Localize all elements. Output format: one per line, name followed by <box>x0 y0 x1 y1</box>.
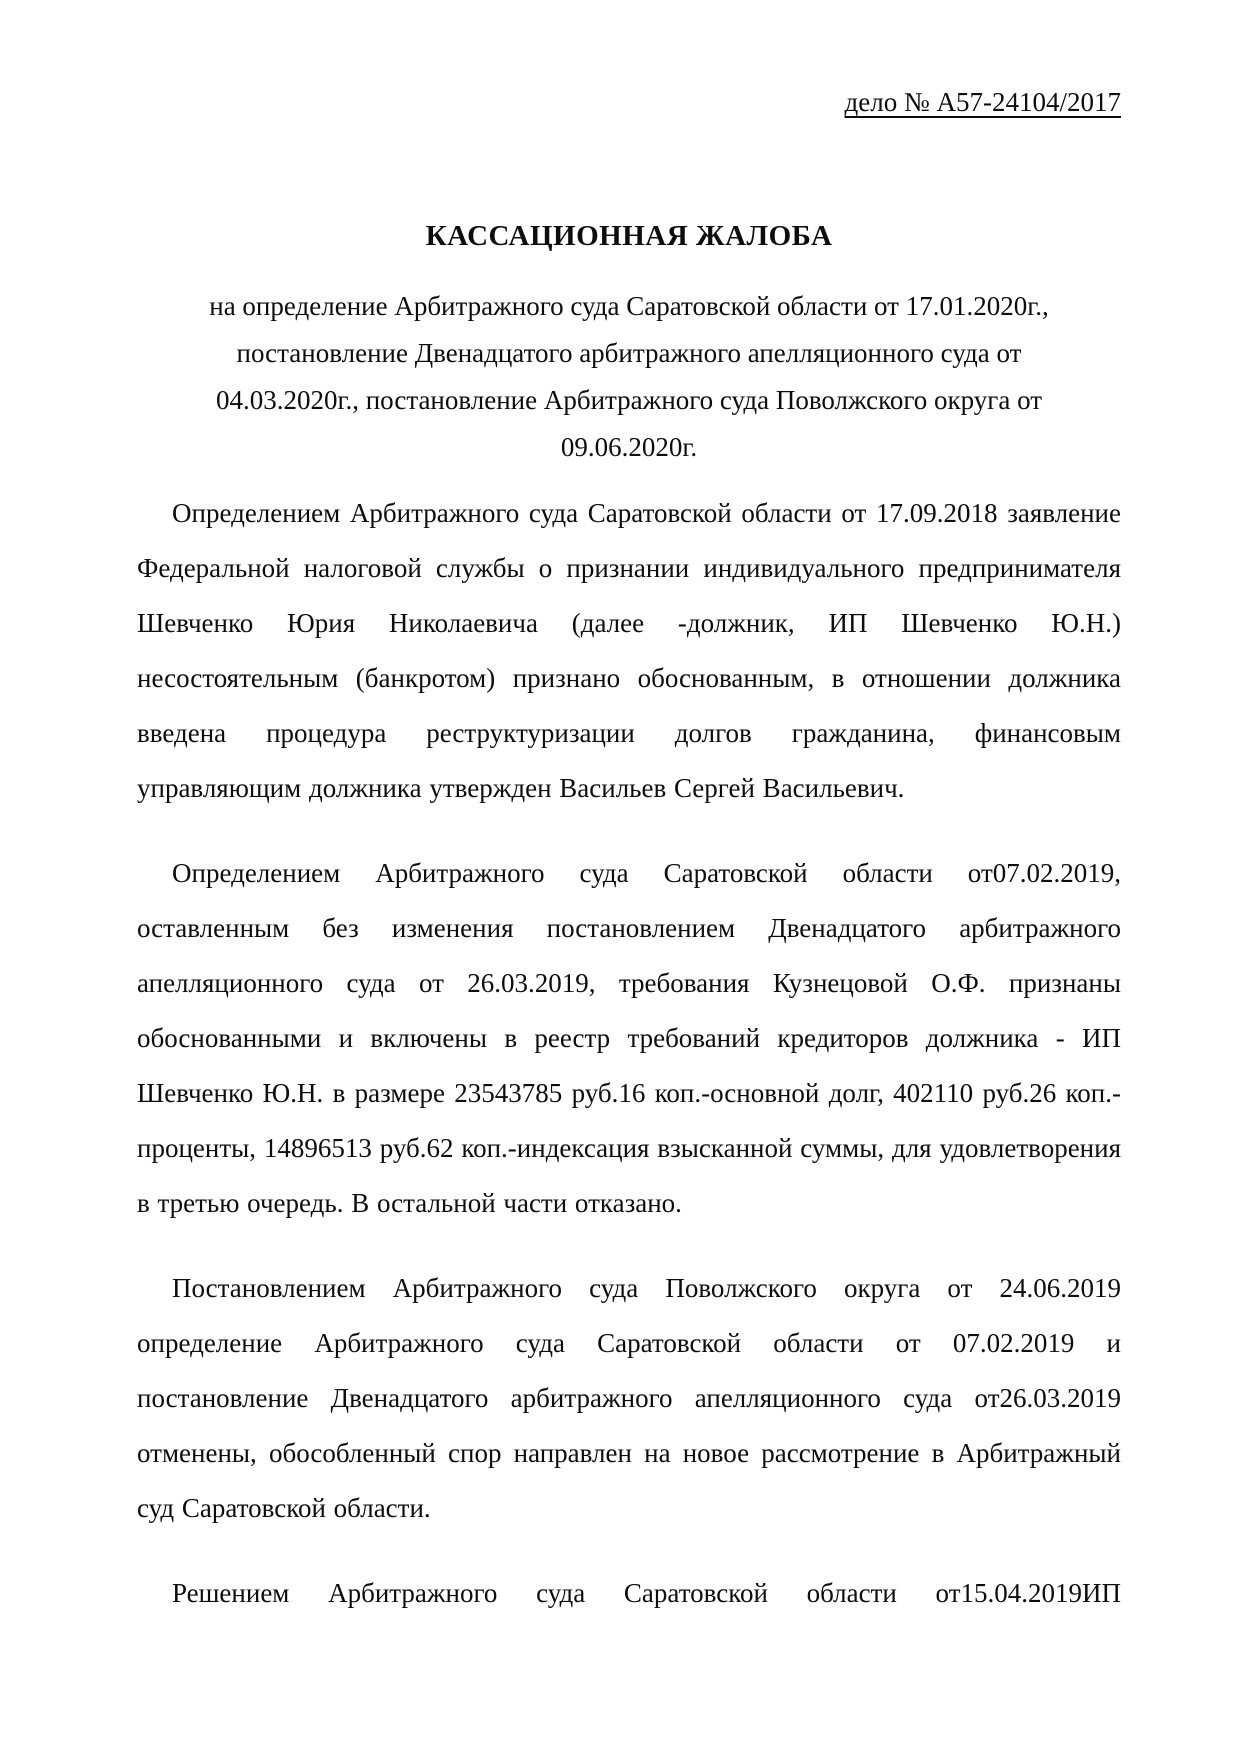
document-body <box>137 486 1121 1621</box>
subtitle-line: постановление Двенадцатого арбитражного апелляционного суда от <box>236 338 1022 368</box>
subtitle-line: на определение Арбитражного суда Саратовской области от 17.01.2020г., <box>209 291 1049 321</box>
body-paragraph-truncated: Решением Арбитражного суда Саратовской области от15.04.2019ИП <box>172 1578 1121 1608</box>
body-paragraph: Постановлением Арбитражного суда Поволжского округа от 24.06.2019 определение Арбитражного суда Саратовской области от 07.02.2019 и постановление Двенадцатого арбитражного апелляционного суда от26.03.2019 отменены, обособленный спор направлен на новое рассмотрение в Арбитражный суд Саратовской области. <box>137 1273 1121 1523</box>
body-paragraph: Определением Арбитражного суда Саратовской области от 17.09.2018 заявление Федеральной налоговой службы о признании индивидуального предпринимателя Шевченко Юрия Николаевича (далее -должник, ИП Шевченко Ю.Н.) несостоятельным (банкротом) признано обоснованным, в отношении должника введена процедура реструктуризации долгов гражданина, финансовым управляющим должника утвержден Васильев Сергей Васильевич. <box>137 498 1121 803</box>
document-subtitle <box>137 283 1121 471</box>
subtitle-line: 09.06.2020г. <box>560 432 698 462</box>
document-title: КАССАЦИОННАЯ ЖАЛОБА <box>425 220 833 252</box>
body-paragraph: Определением Арбитражного суда Саратовской области от07.02.2019, оставленным без изменения постановлением Двенадцатого арбитражного апелляционного суда от 26.03.2019, требования Кузнецовой О.Ф. признаны обоснованными и включены в реестр требований кредиторов должника - ИП Шевченко Ю.Н. в размере 23543785 руб.16 коп.-основной долг, 402110 руб.26 коп.-проценты, 14896513 руб.62 коп.-индексация взысканной суммы, для удовлетворения в третью очередь. В остальной части отказано. <box>137 858 1121 1218</box>
case-number-line <box>137 86 1121 118</box>
subtitle-line: 04.03.2020г., постановление Арбитражного суда Поволжского округа от <box>215 385 1043 415</box>
case-number: дело № А57-24104/2017 <box>844 87 1121 117</box>
